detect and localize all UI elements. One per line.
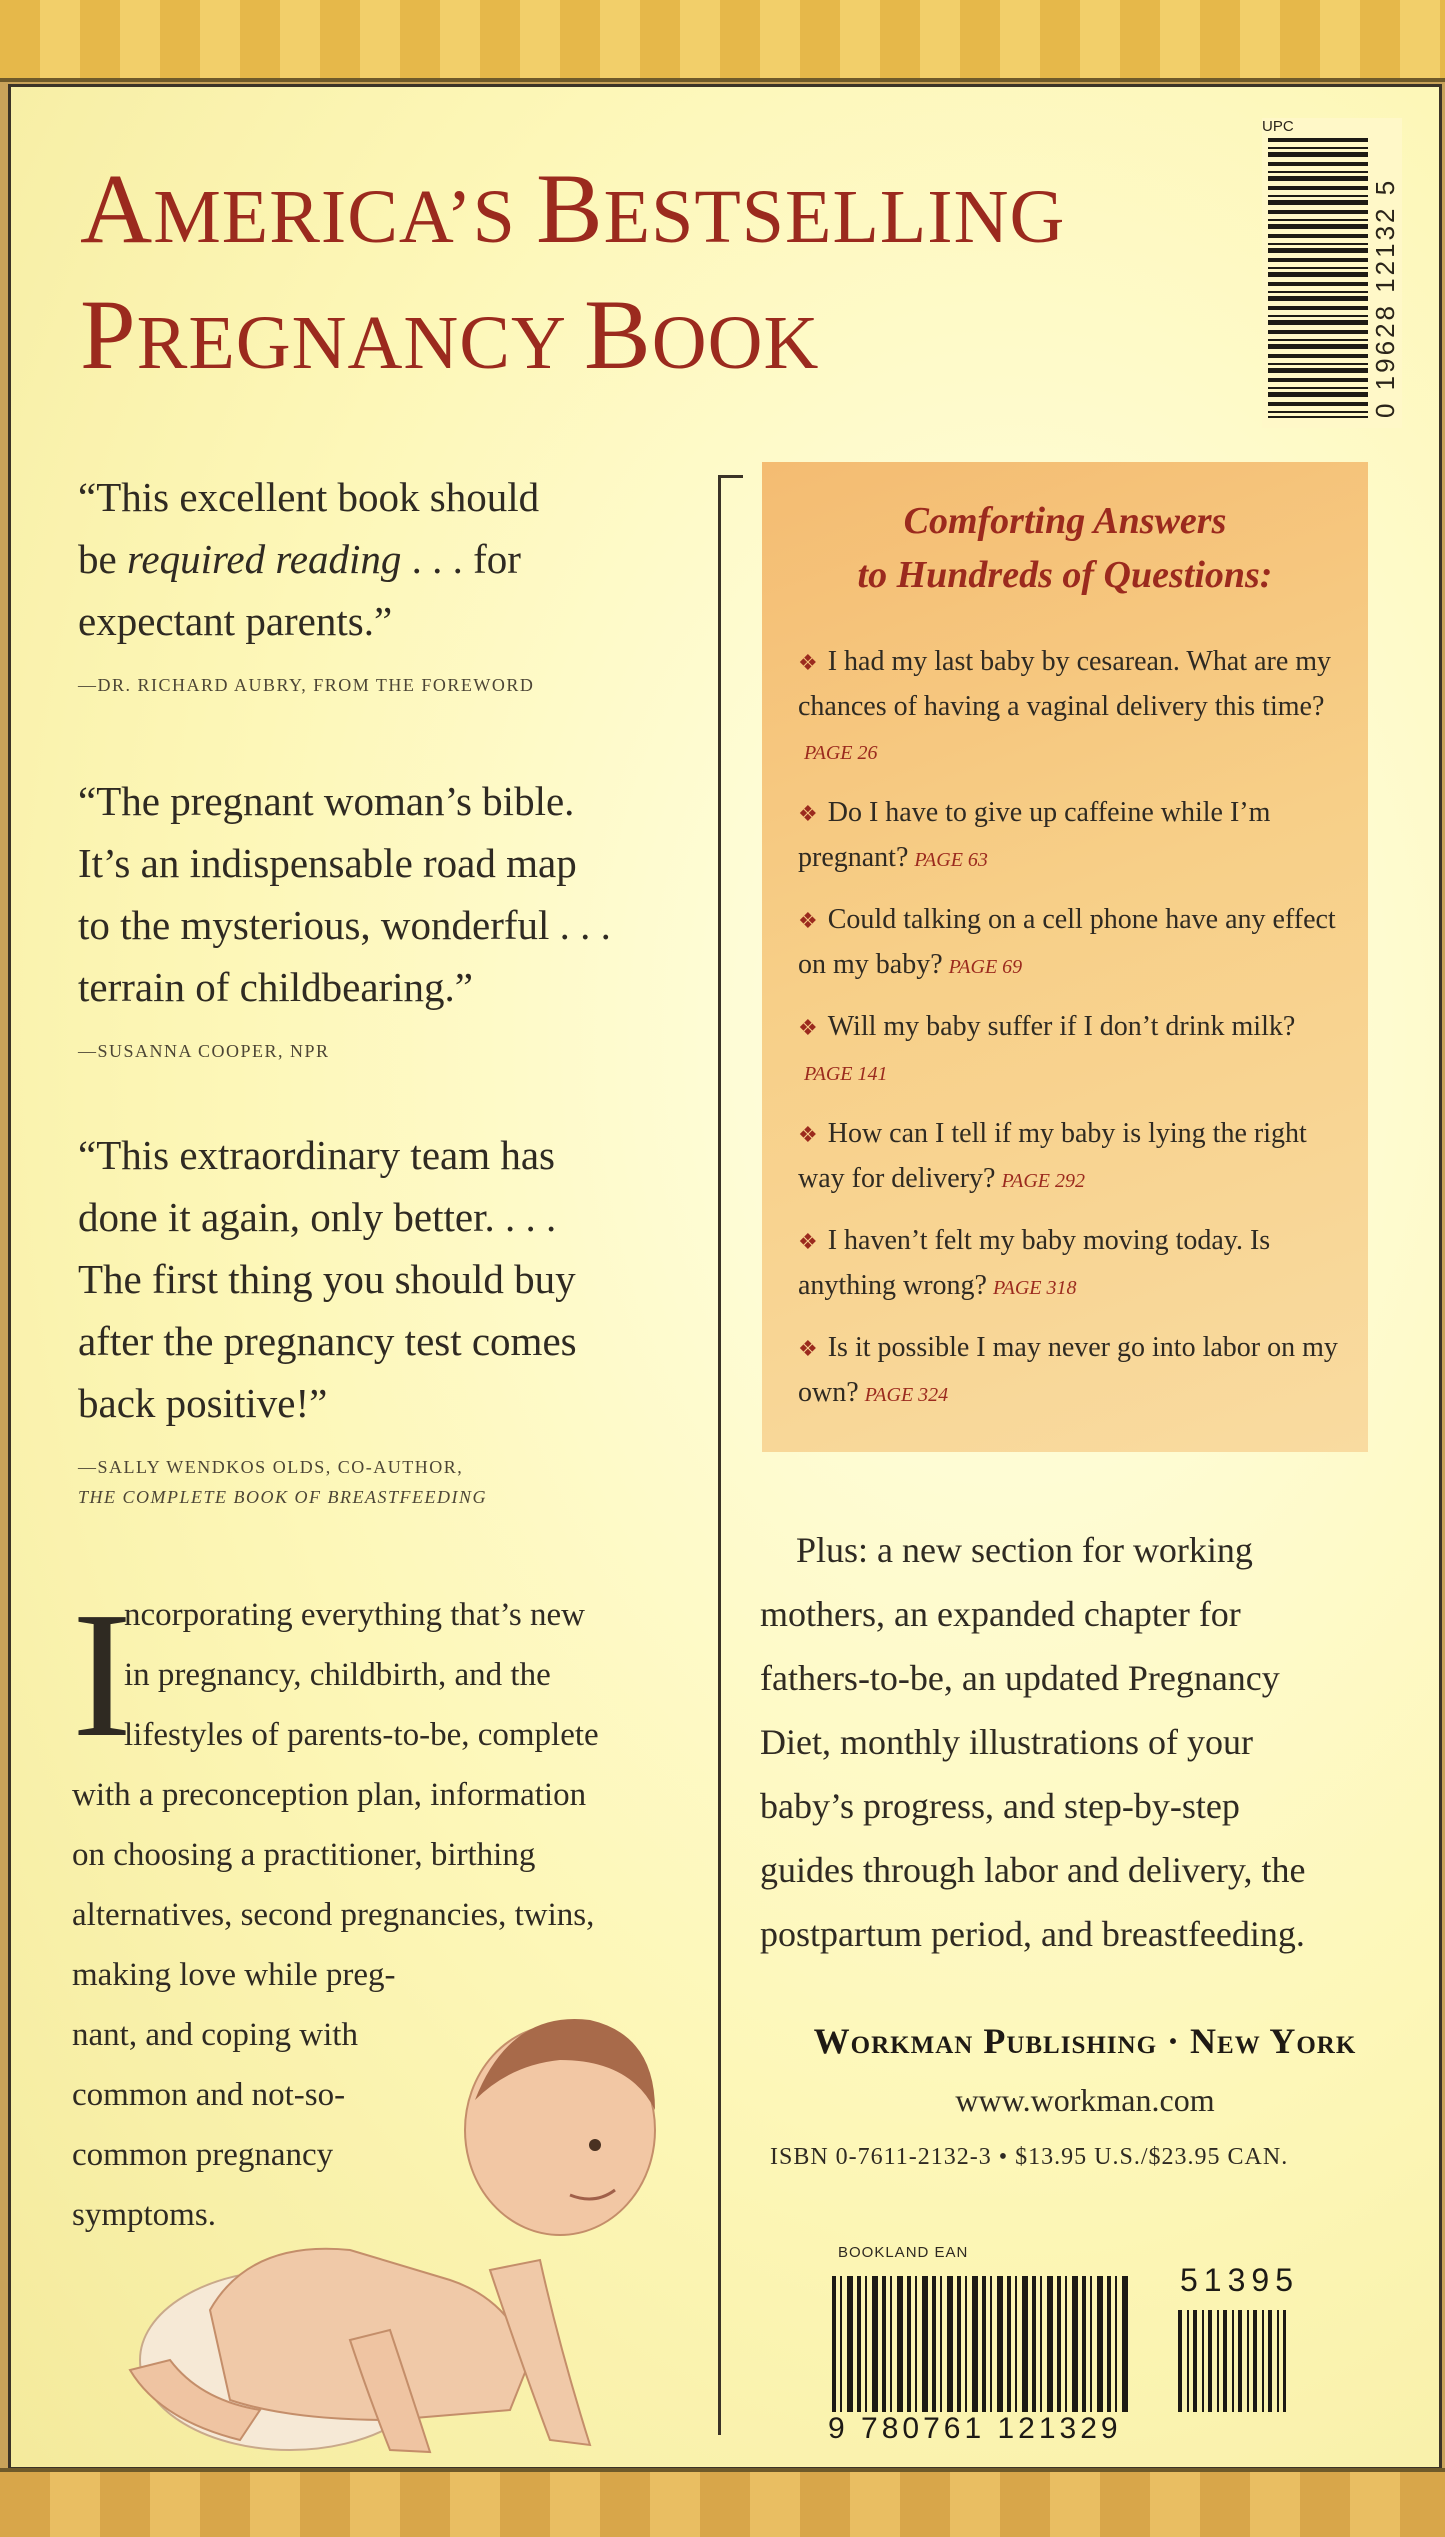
publisher-name: Workman Publishing · New York	[813, 2021, 1357, 2061]
qa-title	[762, 494, 1368, 602]
column-divider-tick	[718, 475, 743, 478]
intro-line: alternatives, second pregnancies, twins,	[72, 1897, 595, 1933]
quote-1	[78, 466, 698, 652]
qa-page-ref: PAGE 69	[948, 956, 1023, 978]
qa-item: ❖ How can I tell if my baby is lying the right way for delivery? PAGE 292	[798, 1118, 1307, 1194]
plus-line: Plus: a new section for working	[796, 1530, 1253, 1570]
publisher-website: www.workman.com	[955, 2082, 1215, 2118]
plus-line: Diet, monthly illustrations of your	[760, 1722, 1253, 1762]
qa-item: ❖ I haven’t felt my baby moving today. Is anything wrong? PAGE 318	[798, 1225, 1271, 1301]
quote-1-attribution: —DR. RICHARD AUBRY, FROM THE FOREWORD	[78, 675, 535, 695]
ean-barcode-bars	[832, 2276, 1132, 2412]
intro-line: ncorporating everything that’s new	[124, 1597, 585, 1633]
quote-2-line: to the mysterious, wonderful . . .	[78, 902, 611, 948]
column-divider	[718, 475, 721, 2435]
quote-3-line: after the pregnancy test comes	[78, 1318, 577, 1364]
qa-page-ref: PAGE 141	[804, 1063, 888, 1085]
quote-1-line: expectant parents.”	[78, 598, 393, 644]
intro-line: common pregnancy	[72, 2137, 334, 2173]
intro-line: symptoms.	[72, 2197, 216, 2233]
qa-page-ref: PAGE 292	[1001, 1170, 1085, 1192]
intro-line: with a preconception plan, information	[72, 1777, 587, 1813]
quote-2-line: terrain of childbearing.”	[78, 964, 474, 1010]
intro-line: common and not-so-	[72, 2077, 346, 2113]
diamond-bullet-icon: ❖	[798, 1015, 818, 1040]
quote-3-line: back positive!”	[78, 1380, 328, 1426]
quote-3-attribution	[78, 1452, 758, 1512]
upc-label: UPC	[1262, 118, 1294, 135]
quote-2-line: “The pregnant woman’s bible.	[78, 778, 575, 824]
plus-line: postpartum period, and breastfeeding.	[760, 1914, 1305, 1954]
qa-page-ref: PAGE 324	[864, 1384, 949, 1406]
quote-1-line: “This excellent book should	[78, 474, 540, 520]
quote-3	[78, 1124, 698, 1434]
headline-line-1: AMERICA’S BESTSELLING	[80, 153, 1066, 264]
diamond-bullet-icon: ❖	[798, 1122, 818, 1147]
quote-3-attribution-book: THE COMPLETE BOOK OF BREASTFEEDING	[78, 1487, 487, 1507]
plus-line: mothers, an expanded chapter for	[760, 1594, 1241, 1634]
headline-line-2: PREGNANCY BOOK	[80, 279, 820, 390]
quote-3-line: The first thing you should buy	[78, 1256, 576, 1302]
diamond-bullet-icon: ❖	[798, 908, 818, 933]
plus-line: fathers-to-be, an updated Pregnancy	[760, 1658, 1280, 1698]
qa-item: ❖ Do I have to give up caffeine while I’m pregnant? PAGE 63	[798, 797, 1271, 873]
qa-page-ref: PAGE 63	[914, 849, 988, 871]
qa-page-ref: PAGE 26	[804, 742, 878, 764]
qa-item: ❖ Is it possible I may never go into labor on my own? PAGE 324	[798, 1332, 1338, 1408]
quote-1-line: be required reading . . . for	[78, 536, 521, 582]
intro-line: making love while preg-	[72, 1957, 396, 1993]
bookland-ean-label: BOOKLAND EAN	[838, 2244, 969, 2261]
addon-barcode-bars	[1178, 2310, 1286, 2412]
quote-1-emphasis: required reading	[126, 536, 402, 582]
upc-bars	[1268, 138, 1368, 418]
quote-2-attribution: —SUSANNA COOPER, NPR	[78, 1041, 330, 1061]
intro-line: on choosing a practitioner, birthing	[72, 1837, 536, 1873]
quote-3-line: “This extraordinary team has	[78, 1132, 556, 1178]
bottom-ornament-border	[0, 2468, 1445, 2537]
comforting-answers-box	[762, 462, 1368, 1452]
quote-2	[78, 770, 698, 1018]
quote-3-attribution-name: —SALLY WENDKOS OLDS, CO-AUTHOR,	[78, 1457, 464, 1477]
intro-line: in pregnancy, childbirth, and the	[124, 1657, 551, 1693]
diamond-bullet-icon: ❖	[798, 1336, 818, 1361]
upc-number: 0 19628 12132 5	[1370, 177, 1400, 418]
intro-line: nant, and coping with	[72, 2017, 358, 2053]
plus-line: baby’s progress, and step-by-step	[760, 1786, 1240, 1826]
qa-page-ref: PAGE 318	[992, 1277, 1077, 1299]
plus-paragraph	[760, 1518, 1370, 1966]
qa-title-line-1: Comforting Answers	[903, 500, 1227, 542]
diamond-bullet-icon: ❖	[798, 801, 818, 826]
ean-number: 9 780761 121329	[828, 2412, 1122, 2445]
headline	[80, 150, 1065, 402]
qa-item: ❖ I had my last baby by cesarean. What are my chances of having a vaginal delivery this time?PAGE 26	[798, 646, 1332, 764]
diamond-bullet-icon: ❖	[798, 650, 818, 675]
intro-line: lifestyles of parents-to-be, complete	[124, 1717, 599, 1753]
qa-list	[798, 640, 1338, 1433]
diamond-bullet-icon: ❖	[798, 1229, 818, 1254]
quote-3-line: done it again, only better. . . .	[78, 1194, 557, 1240]
addon-number: 51395	[1180, 2262, 1299, 2298]
quote-2-line: It’s an indispensable road map	[78, 840, 577, 886]
qa-title-line-2: to Hundreds of Questions:	[857, 554, 1273, 596]
upc-barcode	[1262, 118, 1402, 428]
top-ornament-border	[0, 0, 1445, 82]
drop-cap: I	[72, 1575, 132, 1774]
isbn-price: ISBN 0-7611-2132-3 • $13.95 U.S./$23.95 CAN.	[770, 2144, 1289, 2170]
plus-line: guides through labor and delivery, the	[760, 1850, 1306, 1890]
crawling-baby-illustration	[90, 1940, 730, 2470]
qa-item: ❖ Could talking on a cell phone have any effect on my baby? PAGE 69	[798, 904, 1336, 980]
qa-item: ❖ Will my baby suffer if I don’t drink milk?PAGE 141	[798, 1011, 1296, 1085]
